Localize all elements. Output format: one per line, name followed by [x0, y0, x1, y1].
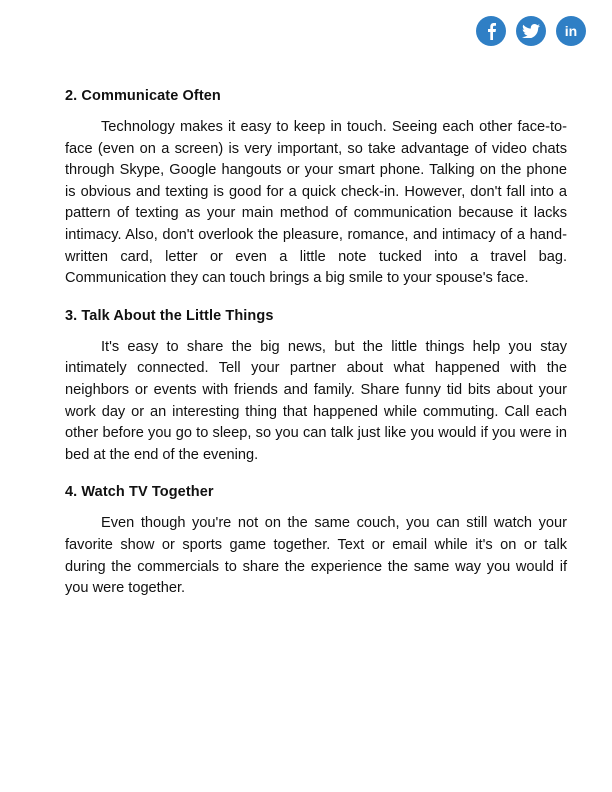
facebook-icon[interactable]: [476, 16, 506, 46]
section-heading: 4. Watch TV Together: [65, 484, 214, 501]
linkedin-icon[interactable]: [556, 16, 586, 46]
section-body: Technology makes it easy to keep in touch. Seeing each other face-to-face (even on a screen) is very important, so take advantage of video chats through Skype, Google hangouts or your smart phone. Talking on the phone is obvious and texting is good for a quick check-in. However, don't fall into a pattern of texting as your main method of communication because it lacks intimacy. Also, don't overlook the pleasure, romance, and intimacy of a hand-written card, letter or even a little note tucked into a travel bag. Communication they can touch brings a big smile to your spouse's face.: [65, 119, 567, 287]
article: [65, 86, 567, 616]
section-communicate-often: [65, 86, 567, 290]
section-heading: 2. Communicate Often: [65, 88, 221, 104]
linkedin-label: in: [564, 23, 578, 39]
social-links: [476, 16, 586, 46]
section-body: Even though you're not on the same couch, you can still watch your favorite show or sports game together. Text or email while it's on or talk during the commercials to share the experience the same way you would if you were together.: [65, 515, 567, 597]
section-body: It's easy to share the big news, but the little things help you stay intimately connected. Tell your partner about what happened with the neighbors or events with friends and family. Share funny tid bits about your work day or an interesting thing that happened while commuting. Call each other before you go to sleep, so you can talk just like you would if you were in bed at the end of the evening.: [65, 338, 567, 463]
twitter-icon[interactable]: [516, 16, 546, 46]
section-heading: 3. Talk About the Little Things: [65, 307, 274, 324]
section-watch-tv: [65, 482, 567, 599]
section-talk-little-things: [65, 306, 567, 467]
